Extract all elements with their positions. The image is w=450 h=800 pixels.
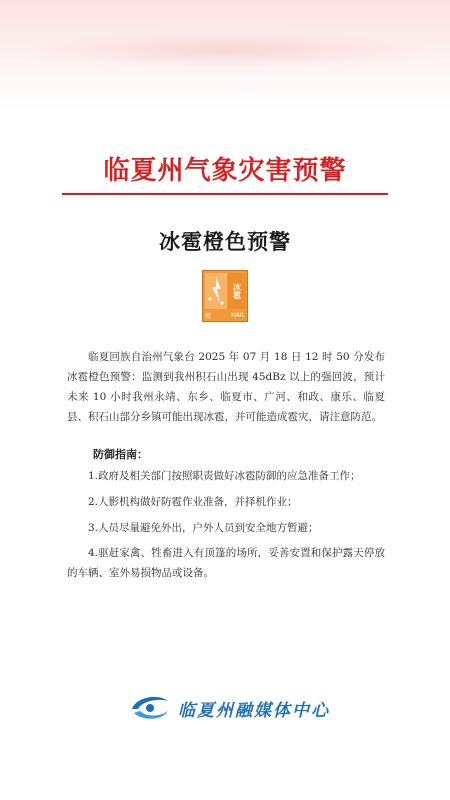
hail-symbol-icon xyxy=(205,273,227,309)
swirl-logo-icon xyxy=(128,691,172,725)
top-banner-decoration xyxy=(0,0,450,110)
page-title: 临夏州气象灾害预警 xyxy=(103,156,347,186)
badge-corner-label: 橙 xyxy=(205,313,212,320)
footer-org-name: 临夏州融媒体中心 xyxy=(178,700,330,721)
badge-label-en: HAIL xyxy=(231,312,245,319)
badge-label-cn: 冰雹 xyxy=(232,283,242,299)
hail-warning-icon xyxy=(202,270,248,322)
footer-logo xyxy=(128,688,328,728)
badge-footer xyxy=(205,311,245,320)
alert-heading: 冰雹橙色预警 xyxy=(159,230,291,254)
badge-label-panel xyxy=(228,273,246,309)
badge-symbol-panel xyxy=(205,273,227,309)
guide-item-2: 2.人影机构做好防雹作业准备，并择机作业； xyxy=(88,496,298,508)
title-divider xyxy=(62,193,388,195)
guide-item-4: 4.驱赶家禽、牲畜进入有顶篷的场所，妥善安置和保护露天停放的车辆、室外易损物品或设备。 xyxy=(67,547,385,579)
alert-intro-paragraph: 临夏回族自治州气象台 2025 年 07 月 18 日 12 时 50 分发布冰雹橙色预警：监测到我州积石山出现 45dBz 以上的强回波，预计未来 10 小时我州永靖、东乡、临夏市、广河、和政、康乐、临夏县、积石山部分乡镇可能出现冰雹，并可能造成雹灾，请注意防范。 xyxy=(67,351,385,423)
guide-heading: 防御指南： xyxy=(93,448,148,461)
guide-item-1: 1.政府及相关部门按照职责做好冰雹防御的应急准备工作； xyxy=(88,470,361,482)
guide-item-3: 3.人员尽量避免外出，户外人员到安全地方暂避； xyxy=(88,522,319,534)
